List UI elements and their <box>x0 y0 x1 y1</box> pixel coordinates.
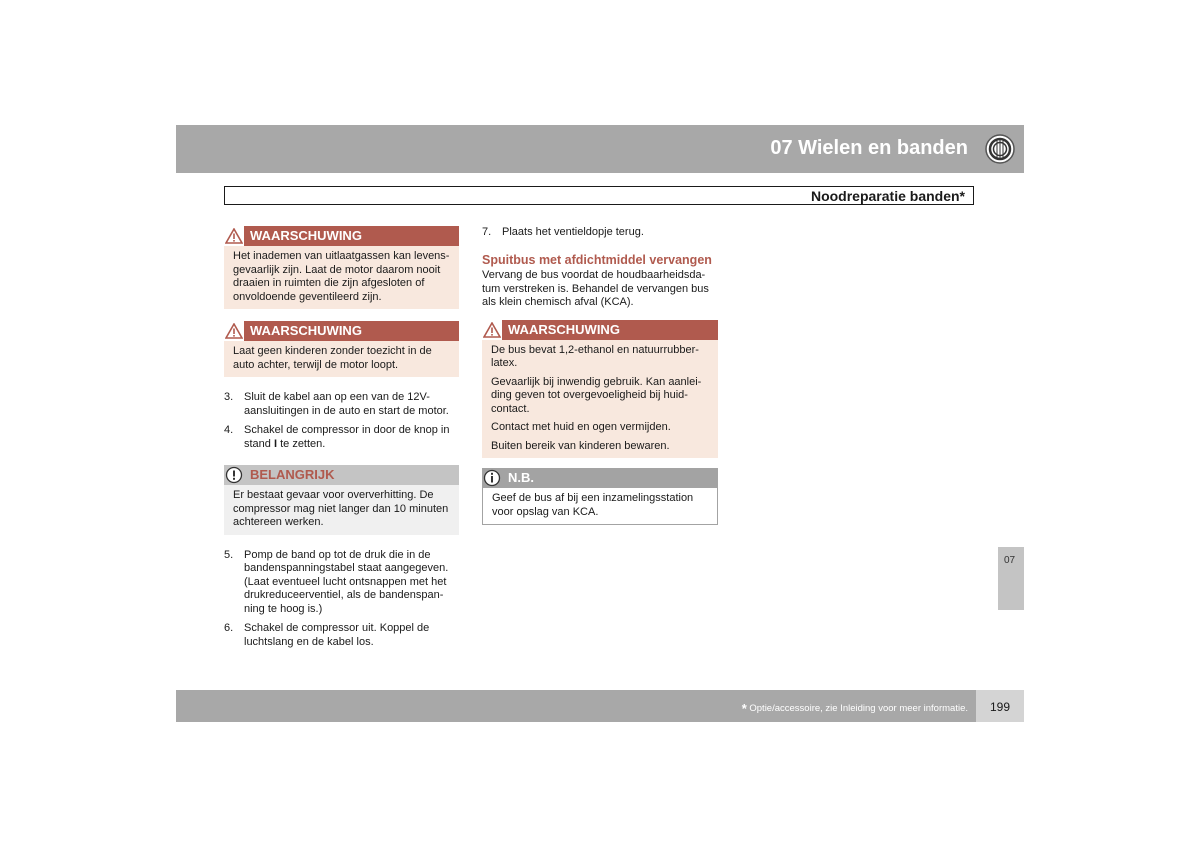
warning-header <box>224 226 459 246</box>
footer-star: * <box>741 701 747 716</box>
important-icon <box>224 466 244 484</box>
list-item <box>224 549 459 617</box>
left-column <box>224 226 459 663</box>
warning-body <box>224 246 459 309</box>
step-text: Schakel de compressor uit. Koppel de luchtslang en de kabel los. <box>244 622 430 648</box>
important-body <box>224 485 459 535</box>
warning-box <box>224 321 459 377</box>
warning-text: Buiten bereik van kinderen bewaren. <box>491 439 670 452</box>
warning-box <box>482 320 718 459</box>
steps-list <box>224 391 459 451</box>
important-text: Er bestaat gevaar voor oververhitting. De compressor mag niet langer dan 10 minuten achtereen werken. <box>233 489 449 528</box>
step-text: Sluit de kabel aan op een van de 12V-aansluitingen in de auto en start de motor. <box>244 391 449 417</box>
step-text-before: Schakel de compressor in door de knop in stand <box>244 424 450 450</box>
footer-bar <box>176 690 976 722</box>
warning-text: Contact met huid en ogen vermijden. <box>491 421 671 433</box>
warning-label: WAARSCHUWING <box>250 228 362 244</box>
warning-header <box>224 321 459 341</box>
warning-body <box>482 340 718 459</box>
list-item <box>482 226 718 240</box>
important-box <box>224 465 459 535</box>
warning-label: WAARSCHUWING <box>250 323 362 339</box>
step-number: 3. <box>224 391 234 403</box>
step-number: 4. <box>224 424 234 436</box>
list-item <box>224 622 459 649</box>
warning-header <box>482 320 718 340</box>
chapter-header-bar <box>176 125 1024 173</box>
tire-icon <box>985 134 1015 164</box>
info-icon <box>482 469 502 487</box>
footer-note-text: Optie/accessoire, zie Inleiding voor meer informatie. <box>746 703 968 714</box>
subheading: Spuitbus met afdichtmiddel vervangen <box>482 252 712 267</box>
page-number-box <box>976 690 1024 722</box>
switch-position-symbol: I <box>273 437 278 450</box>
warning-triangle-icon <box>224 226 244 246</box>
paragraph: Vervang de bus voordat de houdbaarheidsda-tum verstreken is. Behandel de vervangen bus als klein chemisch afval (KCA). <box>482 269 709 308</box>
warning-label: WAARSCHUWING <box>508 321 620 337</box>
steps-list <box>224 549 459 650</box>
warning-text: De bus bevat 1,2-ethanol en natuurrubber-latex. <box>491 343 699 369</box>
warning-text: Gevaarlijk bij inwendig gebruik. Kan aanlei-ding geven tot overgevoeligheid bij huid-contact. <box>491 375 702 415</box>
list-item <box>224 391 459 418</box>
warning-text: Het inademen van uitlaatgassen kan levens-gevaarlijk zijn. Laat de motor daarom nooit draaien in ruimten die zijn afgesloten of onvoldoende geventileerd zijn. <box>233 250 450 303</box>
note-body <box>482 488 718 525</box>
right-column <box>482 226 718 535</box>
warning-text: Laat geen kinderen zonder toezicht in de auto achter, terwijl de motor loopt. <box>233 345 432 371</box>
step-text: Plaats het ventieldopje terug. <box>502 226 644 238</box>
list-item <box>224 424 459 451</box>
warning-triangle-icon <box>224 321 244 341</box>
step-number: 5. <box>224 548 234 561</box>
step-text: Pomp de band op tot de druk die in de bandenspanningstabel staat aangegeven. (Laat eventueel lucht ontsnappen met het drukreduceerventiel, als de bandenspan-ning te hoog is.) <box>244 548 449 615</box>
note-header <box>482 468 718 488</box>
section-title: Noodreparatie banden* <box>810 188 965 204</box>
section-title-box <box>224 186 974 205</box>
footer-note <box>742 701 968 716</box>
chapter-tab <box>998 547 1024 610</box>
chapter-tab-label: 07 <box>1004 555 1016 566</box>
note-box <box>482 468 718 525</box>
note-text: Geef de bus af bij een inzamelingsstation voor opslag van KCA. <box>492 492 694 518</box>
step-text-after: te zetten. <box>277 437 326 450</box>
note-label: N.B. <box>508 470 534 486</box>
page-number: 199 <box>990 700 1011 714</box>
step-number: 7. <box>482 226 492 238</box>
important-label: BELANGRIJK <box>250 467 335 483</box>
step-number: 6. <box>224 622 234 634</box>
important-header <box>224 465 459 485</box>
chapter-title: 07 Wielen en banden <box>770 137 968 159</box>
warning-box <box>224 226 459 309</box>
warning-triangle-icon <box>482 320 502 340</box>
step-text <box>244 424 459 451</box>
warning-body <box>224 341 459 377</box>
